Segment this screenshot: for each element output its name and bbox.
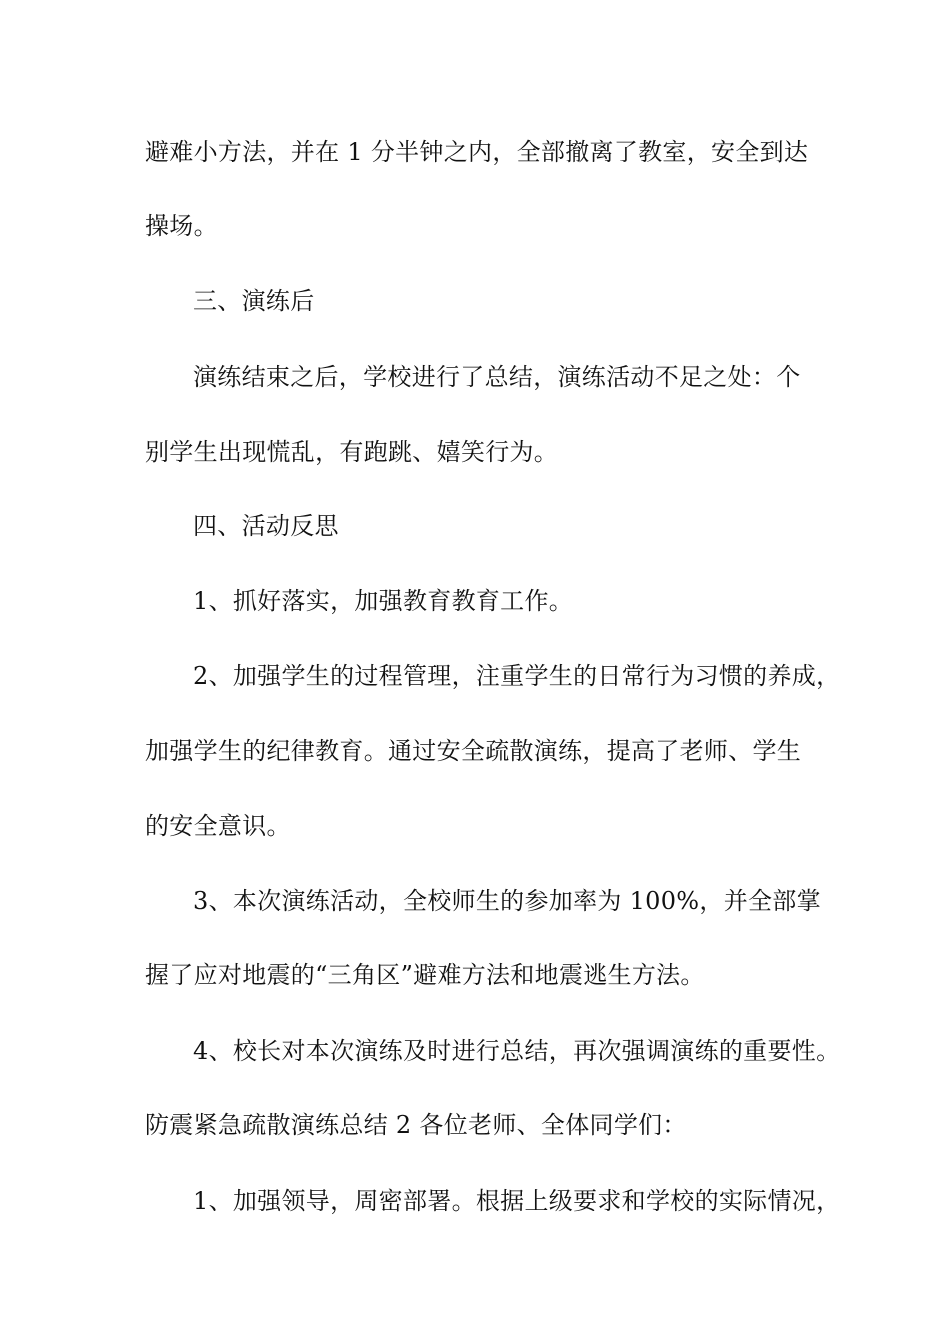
list-item: 2、加强学生的过程管理，注重学生的日常行为习惯的养成， (193, 662, 841, 690)
list-item: 4、校长对本次演练及时进行总结，再次强调演练的重要性。 (193, 1037, 841, 1065)
text-line: 防震紧急疏散演练总结 2 各位老师、全体同学们： (145, 1111, 687, 1139)
text-line: 别学生出现慌乱，有跑跳、嬉笑行为。 (145, 438, 559, 466)
text-line: 的安全意识。 (145, 812, 291, 840)
text-line: 握了应对地震的“三角区”避难方法和地震逃生方法。 (145, 961, 705, 989)
list-item: 1、抓好落实，加强教育教育工作。 (193, 587, 574, 615)
text-line: 加强学生的纪律教育。通过安全疏散演练，提高了老师、学生 (145, 737, 802, 765)
section-heading: 四、活动反思 (193, 512, 339, 540)
text-line: 避难小方法，并在 1 分半钟之内，全部撤离了教室，安全到达 (145, 138, 809, 166)
list-item: 3、本次演练活动，全校师生的参加率为 100%，并全部掌 (193, 887, 821, 915)
text-line: 操场。 (145, 212, 218, 240)
section-heading: 三、演练后 (193, 287, 315, 315)
text-line: 演练结束之后，学校进行了总结，演练活动不足之处：个 (193, 363, 801, 391)
list-item: 1、加强领导，周密部署。根据上级要求和学校的实际情况， (193, 1187, 841, 1215)
